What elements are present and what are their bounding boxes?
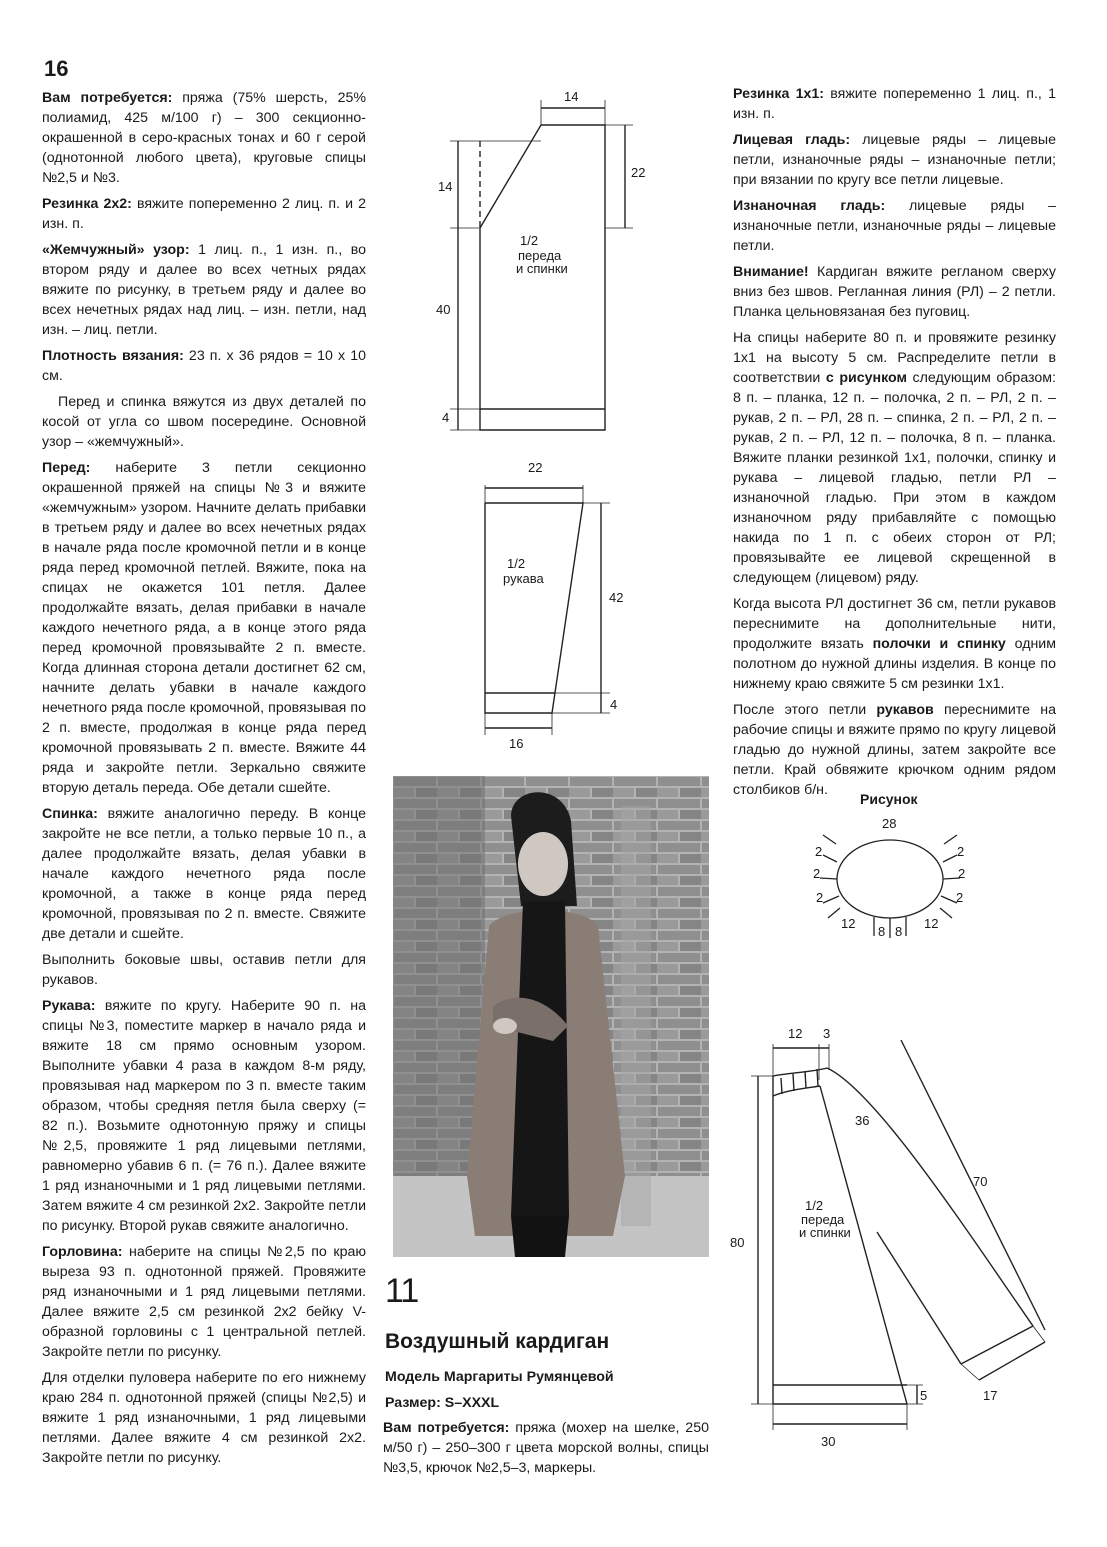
schema3-label-1: 1/2 [805, 1198, 824, 1213]
density-label: Плотность вязания: [42, 348, 184, 364]
neck-text: наберите на спицы №2,5 по краю выреза 93 п. однотонной пряжей. Провяжите ряд изнаночными и 1 ряд лицевыми петлями. Далее вяжите 2,5 см резинкой 2х2 бейку V-образной горловины с 1 центральной петлей. Закройте петли по рисунку. [42, 1244, 366, 1360]
schema3-height: 80 [730, 1235, 745, 1250]
materials-text: пряжа (75% шерсть, 25% полиамид, 425 м/100 г) – 300 секционно-окрашенной в серо-красных тонах и 60 г серой (однотонной любого цвета), круговые спицы №2,5 и №3. [42, 90, 366, 186]
neck-label: Горловина: [42, 1244, 123, 1260]
schema2-bottom-width: 16 [509, 736, 524, 751]
schema3-top-front: 12 [788, 1026, 803, 1041]
reverse-label: Изнаночная гладь: [733, 198, 886, 214]
figure-right-raglan-1: 2 [957, 844, 965, 859]
figure-stitch-distribution [790, 786, 990, 956]
figure-left-raglan-2: 2 [816, 890, 824, 905]
schema3-width: 30 [821, 1434, 836, 1449]
finish-paragraph: Для отделки пуловера наберите по его нижнему краю 284 п. однотонной пряжей (спицы №2,5) и вяжите 1 ряд изнаночными, 1 ряд лицевыми петлями. Далее вяжите 4 см резинкой 2х2. Закройте петли по рисунку. [42, 1370, 366, 1466]
materials-label: Вам потребуется: [42, 90, 173, 106]
cast-on-text-2: следующим образом: 8 п. – планка, 12 п. – полочка, 2 п. – РЛ, 2 п. – рукав, 2 п. – РЛ, 28 п. – спинка, 2 п. – РЛ, 2 п. – рукав, 2 п. – РЛ, 12 п. – полочка, 8 п. – планка. Вяжите планки резинкой 1х1, полочки, спинку и рукава – лицевой гладью, петли РЛ – изнаночной гладью. При этом в каждом изнаночном ряду прибавляйте с помощью накида по 1 п. с обеих сторон от РЛ; провязывайте ее лицевой скрещенной в следующем (лицевом) ряду. [733, 370, 1056, 586]
schema2-label-1: 1/2 [507, 556, 526, 571]
front-text: наберите 3 петли секционно окрашенной пряжей на спицы №3 и вяжите «жемчужным» узором. Начните делать прибавки в третьем ряду и далее во всех нечетных рядах в начале ряда после кромочной петли и в конце ряда перед кромочной петлей. Вяжите, пока на спицах не окажется 101 петля. Далее продолжайте вязать, делая прибавки в начале каждого нечетного ряда, а в конце этого ряда перед кромочной провязывайте 2 п. вместе. Когда длинная сторона детали достигнет 62 см, начните делать убавки в начале каждого нечетного ряда после кромочной, провязывая по 2 п. вместе, продолжая в конце ряда перед кромочной провязывать 2 п. вместе. Вяжите 44 ряда и закройте петли. Зеркально свяжите вторую деталь переда. Обе детали сшейте. [42, 460, 366, 796]
figure-right-front: 12 [924, 916, 939, 931]
intro-paragraph: Перед и спинка вяжутся из двух деталей по косой от угла со швом посередине. Основной узор – «жемчужный». [42, 394, 366, 450]
sleeves-cardigan-text-2: переснимите на рабочие спицы и вяжите прямо по кругу лицевой гладью до нужной длины, затем закройте все петли. Край обвяжите крючком одним рядом столбиков б/н. [733, 702, 1056, 798]
rib11-text: вяжите попеременно 1 лиц. п., 1 изн. п. [733, 86, 1057, 122]
section-materials-label: Вам потребуется: [383, 1420, 510, 1436]
schema2-right-height: 42 [609, 590, 624, 605]
model-photo-image [393, 776, 709, 1257]
reverse-text: лицевые ряды – изнаночные петли, изнаночные ряды – лицевые петли. [733, 198, 1057, 254]
pearl-text: 1 лиц. п., 1 изн. п., во втором ряду и далее во всех четных рядах вяжите по рисунку, в третьем ряду и далее во всех нечетных рядах над лиц. – изн. петли, над изн. – лиц. петли. [42, 242, 366, 338]
cast-on-paragraph [733, 328, 1056, 588]
pearl-paragraph [42, 240, 366, 340]
attention-paragraph [733, 262, 1056, 322]
figure-right-raglan-2: 2 [956, 890, 964, 905]
attention-label: Внимание! [733, 264, 809, 280]
front-paragraph [42, 458, 366, 798]
pearl-label: «Жемчужный» узор: [42, 242, 190, 258]
sleeves-cardigan-paragraph [733, 700, 1056, 800]
schema1-bottom-rib: 4 [442, 410, 450, 425]
seams-paragraph: Выполнить боковые швы, оставив петли для рукавов. [42, 952, 366, 988]
attention-text: Кардиган вяжите регланом сверху вниз без швов. Регланная линия (РЛ) – 2 петли. Планка цельновязаная без пуговиц. [733, 264, 1056, 320]
figure-top-count: 28 [882, 816, 897, 831]
schema3-sleeve: 70 [973, 1174, 988, 1189]
front-label: Перед: [42, 460, 91, 476]
sleeves-cardigan-bold: рукавов [876, 702, 934, 718]
left-column [42, 88, 366, 1474]
rib11-paragraph [733, 84, 1056, 124]
body-paragraph [733, 594, 1056, 694]
schema3-rib: 5 [920, 1388, 928, 1403]
schema1-left-upper: 14 [438, 179, 453, 194]
materials-paragraph [42, 88, 366, 188]
body-text-1: Когда высота РЛ достигнет 36 см, петли рукавов переснимите на дополнительные нити, продолжите вязать [733, 596, 1056, 652]
neck-paragraph [42, 1242, 366, 1362]
schema2-top-width: 22 [528, 460, 543, 475]
stockinette-label: Лицевая гладь: [733, 132, 851, 148]
schema1-label-1: 1/2 [520, 233, 539, 248]
sleeves-label: Рукава: [42, 998, 96, 1014]
section-number: 11 [385, 1272, 419, 1310]
schema2-bottom-rib: 4 [610, 697, 618, 712]
figure-right-sleeve: 2 [958, 866, 966, 881]
section-materials [383, 1418, 709, 1478]
schema1-top-width: 14 [564, 89, 579, 104]
section-size: Размер: S–XXXL [385, 1395, 500, 1411]
figure-left-raglan-1: 2 [815, 844, 823, 859]
figure-left-sleeve: 2 [813, 866, 821, 881]
rib22-label: Резинка 2х2: [42, 196, 132, 212]
reverse-paragraph [733, 196, 1056, 256]
schema1-left-main: 40 [436, 302, 451, 317]
sleeves-cardigan-text-1: После этого петли [733, 702, 877, 718]
density-text: 23 п. х 36 рядов = 10 х 10 см. [42, 348, 366, 384]
section-materials-text: пряжа (мохер на шелке, 250 м/50 г) – 250–300 г цвета морской волны, спицы №3,5, крючок №2,5–3, маркеры. [383, 1420, 709, 1476]
schema3-label-2: переда [801, 1212, 845, 1227]
stockinette-text: лицевые ряды – лицевые петли, изнаночные ряды – изнаночные петли; при вязании по кругу все петли лицевые. [733, 132, 1056, 188]
section-model: Модель Маргариты Румянцевой [385, 1369, 614, 1385]
body-text-2: одним полотном до нужной длины изделия. В конце по нижнему краю свяжите 5 см резинки 1х1. [733, 636, 1056, 692]
rib22-text: вяжите попеременно 2 лиц. п. и 2 изн. п. [42, 196, 367, 232]
figure-left-band: 8 [878, 924, 886, 939]
figure-left-front: 12 [841, 916, 856, 931]
model-photo [393, 776, 709, 1257]
schema-cardigan [725, 1018, 1065, 1458]
back-text: вяжите аналогично переду. В конце закройте не все петли, а только первые 10 п., а далее продолжайте вязать, делая убавки в начале каждого нечетного ряда после кромочной, а также в конце ряда перед кромочной, провязывая по 2 п. вместе. Свяжите две детали и сшейте. [42, 806, 366, 942]
schema3-top-neck: 3 [823, 1026, 831, 1041]
stockinette-paragraph [733, 130, 1056, 190]
back-paragraph [42, 804, 366, 944]
schema3-cuff: 17 [983, 1388, 998, 1403]
schema3-raglan: 36 [855, 1113, 870, 1128]
cast-on-bold: с рисунком [825, 370, 907, 386]
rib11-label: Резинка 1х1: [733, 86, 824, 102]
figure-right-band: 8 [895, 924, 903, 939]
schema-sleeve [465, 455, 640, 755]
cast-on-text-1: На спицы наберите 80 п. и провяжите резинку 1х1 на высоту 5 см. Распределите петли в соответствии [733, 330, 1056, 386]
page-number: 16 [44, 56, 69, 81]
rib22-paragraph [42, 194, 366, 234]
back-label: Спинка: [42, 806, 98, 822]
figure-title: Рисунок [860, 791, 918, 807]
schema2-label-2: рукава [503, 571, 544, 586]
schema1-label-3: и спинки [516, 261, 568, 276]
right-column [733, 84, 1056, 806]
sleeves-paragraph [42, 996, 366, 1236]
body-bold: полочки и спинку [872, 636, 1006, 652]
schema3-label-3: и спинки [799, 1225, 851, 1240]
schema1-right-height: 22 [631, 165, 646, 180]
sleeves-text: вяжите по кругу. Наберите 90 п. на спицы №3, поместите маркер в начало ряда и вяжите 18 см прямо основным узором. Выполните убавки 4 раза в каждом 8-м ряду, провязывая над маркером по 3 п. вместе таким образом, чтобы средняя петля была сверху (= 82 п.). Возьмите однотонную пряжу и спицы №2,5, провяжите 1 ряд лицевыми петлями, равномерно убавив 6 п. (= 76 п.). Далее вяжите 1 ряд изнаночными и 1 ряд лицевыми петлями. Затем вяжите 4 см резинкой 2х2. Закройте петли по рисунку. Второй рукав свяжите аналогично. [42, 998, 366, 1234]
section-title: Воздушный кардиган [385, 1330, 610, 1353]
schema-front-back [420, 84, 660, 444]
schema1-label-2: переда [518, 248, 562, 263]
density-paragraph [42, 346, 366, 386]
